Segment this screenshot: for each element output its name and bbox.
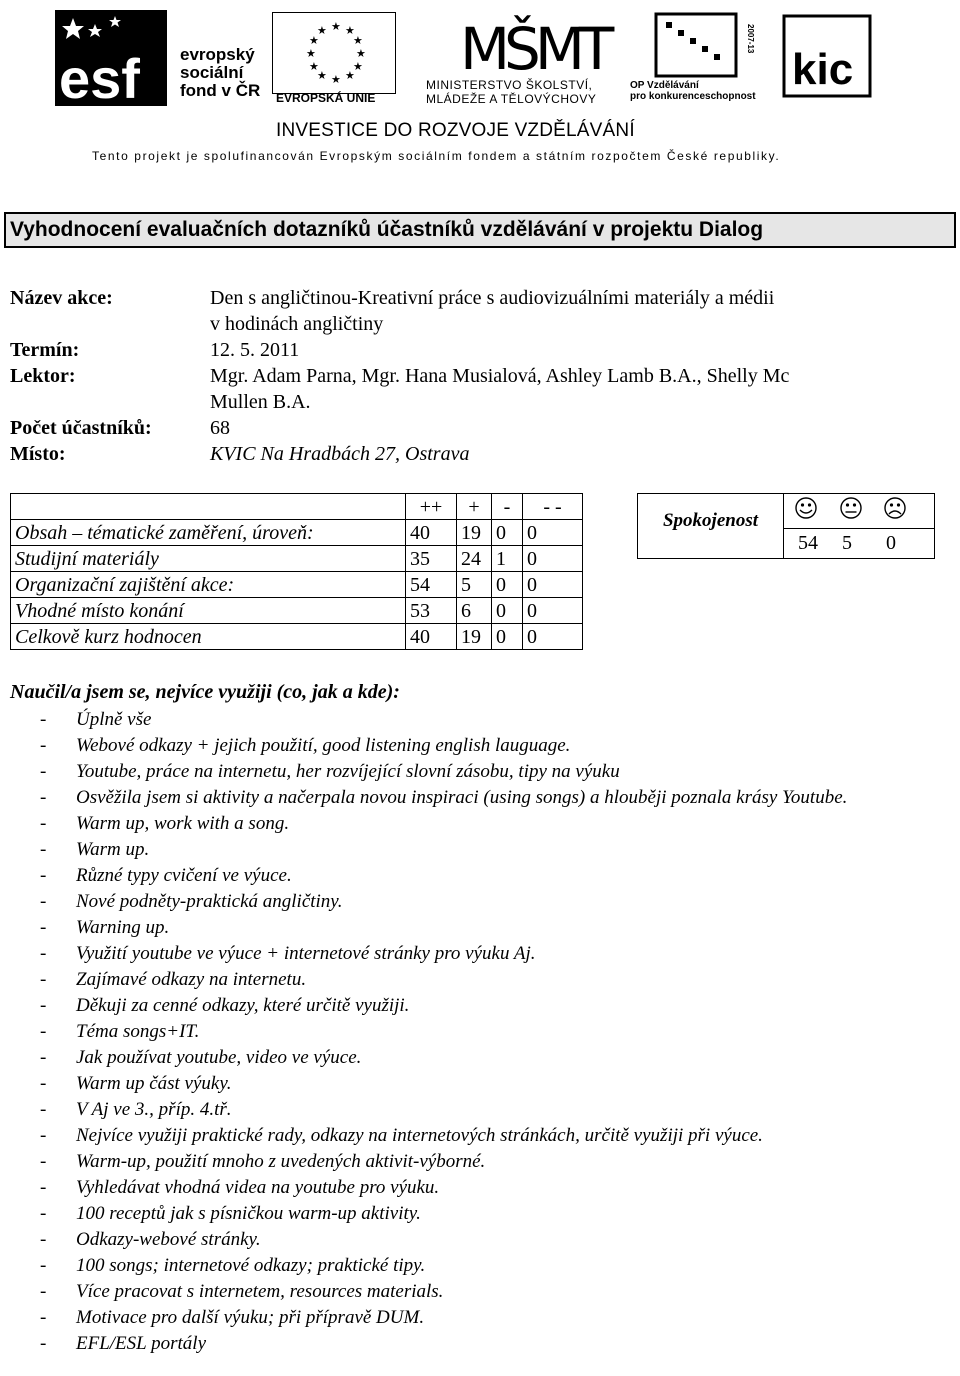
list-item: - Odkazy-webové stránky. [40, 1227, 940, 1253]
msmt-logo-text: MŠMT [460, 15, 609, 80]
list-item: - Využití youtube ve výuce + internetové stránky pro výuku Aj. [40, 941, 940, 967]
esf-name: evropský sociální fond v ČR [180, 45, 261, 100]
header-positive: + [457, 494, 492, 520]
row-value: 0 [492, 572, 523, 598]
list-item: - Zajímavé odkazy na internetu. [40, 967, 940, 993]
row-value: 0 [523, 572, 583, 598]
row-label: Studijní materiály [11, 546, 406, 572]
lector-value: Mgr. Adam Parna, Mgr. Hana Musialová, Ashley Lamb B.A., Shelly Mc [210, 365, 790, 387]
participants-label: Počet účastníků: [10, 417, 152, 439]
evaluation-header-row [11, 494, 583, 520]
date-label: Termín: [10, 339, 80, 361]
svg-text:★: ★ [309, 34, 319, 47]
table-row [11, 520, 583, 546]
row-label: Celkově kurz hodnocen [11, 624, 406, 650]
kvic-logo [780, 12, 875, 100]
place-value: KVIC Na Hradbách 27, Ostrava [210, 443, 470, 465]
header-very-negative: - - [523, 494, 583, 520]
list-item: - Různé typy cvičení ve výuce. [40, 863, 940, 889]
svg-text:★: ★ [353, 34, 363, 47]
list-item: - Nové podněty-praktická angličtiny. [40, 889, 940, 915]
row-value: 0 [492, 520, 523, 546]
list-item: - V Aj ve 3., příp. 4.tř. [40, 1097, 940, 1123]
eu-name: EVROPSKÁ UNIE [276, 91, 376, 105]
kvic-logo-text: kic [792, 45, 854, 94]
event-name-value-cont: v hodinách angličtiny [210, 313, 384, 335]
investice-heading: INVESTICE DO ROZVOJE VZDĚLÁVÁNÍ [276, 120, 635, 141]
list-item: - EFL/ESL portály [40, 1331, 940, 1357]
row-value: 0 [492, 598, 523, 624]
svg-text:★: ★ [306, 47, 316, 60]
msmt-name: MINISTERSTVO ŠKOLSTVÍ, MLÁDEŽE A TĚLOVÝCHOVY [426, 78, 597, 106]
row-value: 1 [492, 546, 523, 572]
table-row [11, 598, 583, 624]
row-value: 0 [523, 546, 583, 572]
satisfaction-negative: 0 [886, 532, 896, 554]
svg-text:★: ★ [309, 60, 319, 73]
header-negative: - [492, 494, 523, 520]
row-value: 0 [523, 598, 583, 624]
header-empty-cell [11, 494, 406, 520]
header-very-positive: ++ [406, 494, 457, 520]
op-years: 2007-13 [746, 24, 755, 54]
row-value: 53 [406, 598, 457, 624]
row-value: 24 [457, 546, 492, 572]
event-name-label: Název akce: [10, 287, 113, 309]
satisfaction-positive: 54 [798, 532, 818, 554]
place-label: Místo: [10, 443, 66, 465]
list-item: - Více pracovat s internetem, resources materials. [40, 1279, 940, 1305]
document-title: Vyhodnocení evaluačních dotazníků účastníků vzdělávání v projektu Dialog [10, 218, 764, 241]
svg-text:★: ★ [331, 20, 341, 33]
satisfaction-icons [784, 494, 935, 529]
row-value: 40 [406, 520, 457, 546]
svg-text:★: ★ [317, 24, 327, 37]
lector-label: Lektor: [10, 365, 76, 387]
list-item: - Youtube, práce na internetu, her rozvíjející slovní zásobu, tipy na výuku [40, 759, 940, 785]
list-item: - Webové odkazy + jejich použití, good listening english lauguage. [40, 733, 940, 759]
list-item: - Osvěžila jsem si aktivity a načerpala novou inspiraci (using songs) a hlouběji poznala krásy Youtube. [40, 785, 940, 811]
satisfaction-table [637, 493, 935, 559]
svg-text:★: ★ [331, 73, 341, 86]
project-note: Tento projekt je spolufinancován Evropským sociálním fondem a státním rozpočtem České republiky. [92, 149, 781, 163]
list-item: - 100 songs; internetové odkazy; praktické tipy. [40, 1253, 940, 1279]
list-item: - Warm up část výuky. [40, 1071, 940, 1097]
learned-heading: Naučil/a jsem se, nejvíce využiji (co, jak a kde): [10, 681, 400, 703]
participants-value: 68 [210, 417, 230, 439]
date-value: 12. 5. 2011 [210, 339, 300, 361]
lector-value-cont: Mullen B.A. [210, 391, 311, 413]
table-row [11, 572, 583, 598]
list-item: - Nejvíce využiji praktické rady, odkazy na internetových stránkách, určitě využiji při výuce. [40, 1123, 940, 1149]
satisfaction-label: Spokojenost [638, 494, 784, 559]
list-item: - Jak používat youtube, video ve výuce. [40, 1045, 940, 1071]
row-value: 40 [406, 624, 457, 650]
row-value: 54 [406, 572, 457, 598]
satisfaction-values [784, 529, 935, 559]
svg-text:★: ★ [356, 47, 366, 60]
list-item: - Warm-up, použití mnoho z uvedených aktivit-výborné. [40, 1149, 940, 1175]
row-label: Organizační zajištění akce: [11, 572, 406, 598]
list-item: - Děkuji za cenné odkazy, které určitě využiji. [40, 993, 940, 1019]
op-name: OP Vzdělávání pro konkurenceschopnost [630, 80, 756, 102]
row-label: Vhodné místo konání [11, 598, 406, 624]
row-value: 0 [523, 624, 583, 650]
list-item: - Warm up. [40, 837, 940, 863]
svg-text:★: ★ [345, 24, 355, 37]
svg-text:★: ★ [345, 69, 355, 82]
esf-logo [55, 10, 167, 106]
list-item: - Warm up, work with a song. [40, 811, 940, 837]
table-row [11, 624, 583, 650]
evaluation-table [10, 493, 583, 650]
row-value: 35 [406, 546, 457, 572]
list-item: - Téma songs+IT. [40, 1019, 940, 1045]
list-item: - Úplně vše [40, 707, 940, 733]
event-name-value: Den s angličtinou-Kreativní práce s audiovizuálními materiály a médii [210, 287, 775, 309]
list-item: - Warning up. [40, 915, 940, 941]
table-row [11, 546, 583, 572]
frown-icon [885, 498, 905, 518]
list-item: - 100 receptů jak s písničkou warm-up aktivity. [40, 1201, 940, 1227]
row-value: 19 [457, 520, 492, 546]
row-label: Obsah – tématické zaměření, úroveň: [11, 520, 406, 546]
row-value: 5 [457, 572, 492, 598]
list-item: - Motivace pro další výuku; při přípravě DUM. [40, 1305, 940, 1331]
learned-list [40, 707, 940, 1357]
svg-text:★: ★ [317, 69, 327, 82]
smile-icon [796, 498, 816, 518]
row-value: 19 [457, 624, 492, 650]
neutral-icon [841, 498, 861, 518]
eu-flag-logo [272, 12, 396, 94]
row-value: 0 [492, 624, 523, 650]
row-value: 6 [457, 598, 492, 624]
satisfaction-neutral: 5 [842, 532, 852, 554]
esf-logo-text: esf [59, 47, 140, 106]
list-item: - Vyhledávat vhodná videa na youtube pro výuku. [40, 1175, 940, 1201]
row-value: 0 [523, 520, 583, 546]
svg-text:★: ★ [353, 60, 363, 73]
